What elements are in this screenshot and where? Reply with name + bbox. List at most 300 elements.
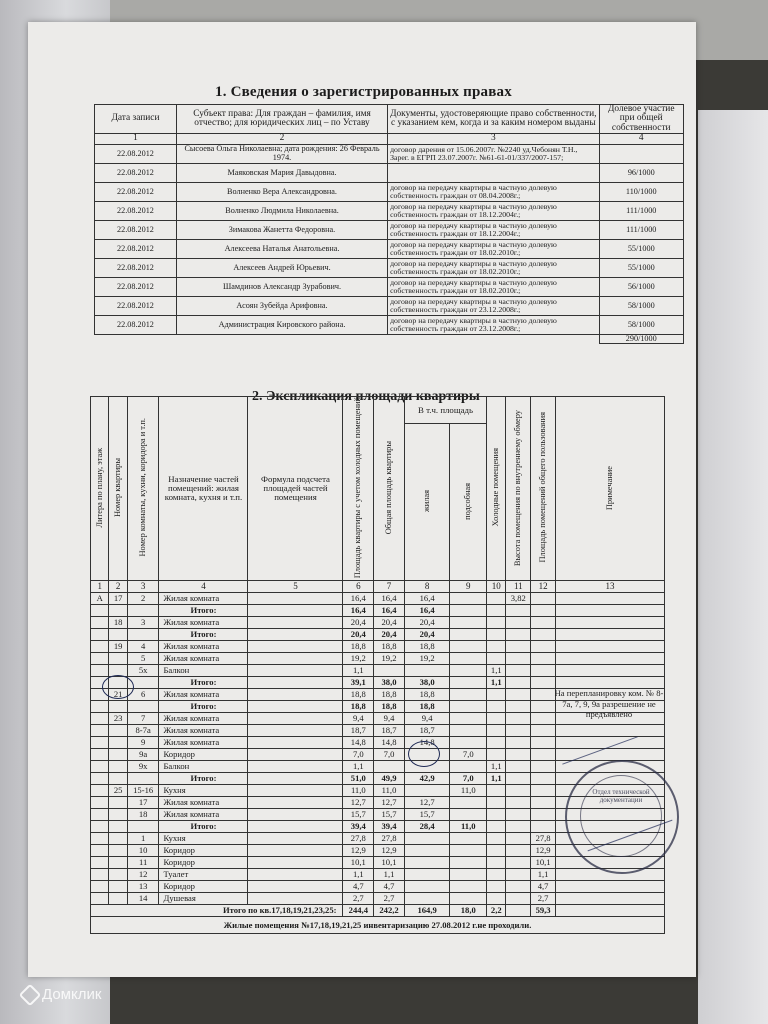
column-number: 4 — [159, 581, 248, 593]
cell-c10 — [487, 833, 506, 845]
cell-l — [91, 713, 109, 725]
cell-c11 — [506, 701, 531, 713]
room-name: Коридор — [159, 749, 248, 761]
cell-c6: 16,4 — [343, 605, 374, 617]
cell-c9 — [450, 653, 487, 665]
cell-c12 — [531, 641, 556, 653]
cell-f — [248, 821, 343, 833]
cell-c10 — [487, 653, 506, 665]
cell-c6: 1,1 — [343, 761, 374, 773]
cell-c11 — [506, 761, 531, 773]
row-subject: Алексеев Андрей Юрьевич. — [176, 258, 387, 277]
cell-l — [91, 737, 109, 749]
cell-c10 — [487, 785, 506, 797]
cell-r: 6 — [127, 689, 159, 701]
cell-c8: 12,7 — [404, 797, 450, 809]
subtotal-label: Итого: — [159, 773, 248, 785]
rights-row — [95, 315, 684, 334]
cell-c9: 11,0 — [450, 785, 487, 797]
rights-row — [95, 144, 684, 163]
rights-row — [95, 220, 684, 239]
explication-row — [91, 593, 665, 605]
cell-c8: 20,4 — [404, 617, 450, 629]
cell-c6: 9,4 — [343, 713, 374, 725]
cell-c9 — [450, 893, 487, 905]
room-name: Коридор — [159, 845, 248, 857]
cell-c11 — [506, 893, 531, 905]
cell-a: 19 — [109, 641, 127, 653]
cell-c8: 14,8 — [404, 737, 450, 749]
header-formula: Формула подсчета площадей частей помещения — [248, 397, 343, 581]
explication-row — [91, 629, 665, 641]
room-name: Жилая комната — [159, 617, 248, 629]
cell-c10 — [487, 701, 506, 713]
cell-a: 17 — [109, 593, 127, 605]
cell-c11 — [506, 725, 531, 737]
cell-c8: 38,0 — [404, 677, 450, 689]
cell-c6: 51,0 — [343, 773, 374, 785]
row-document: договор на передачу квартиры в частную долевую собственность граждан от 23.12.2008г.; — [388, 296, 599, 315]
cell-c9 — [450, 689, 487, 701]
rights-table — [94, 104, 684, 344]
cell-c6: 20,4 — [343, 617, 374, 629]
cell-c10 — [487, 881, 506, 893]
explication-row — [91, 761, 665, 773]
cell-c11 — [506, 641, 531, 653]
row-date: 22.08.2012 — [95, 296, 177, 315]
cell-f — [248, 641, 343, 653]
header-liter: Литера по плану, этаж — [91, 397, 109, 581]
cell-c10 — [487, 809, 506, 821]
total-c10: 2,2 — [487, 905, 506, 917]
cell-l — [91, 761, 109, 773]
cell-l — [91, 785, 109, 797]
cell-c10: 1,1 — [487, 677, 506, 689]
cell-a: 18 — [109, 617, 127, 629]
total-c8: 164,9 — [404, 905, 450, 917]
cell-c12: 2,7 — [531, 893, 556, 905]
cell-c7: 16,4 — [374, 605, 405, 617]
cell-c6: 39,1 — [343, 677, 374, 689]
header-height: Высота помещения по внутреннему обмеру — [506, 397, 531, 581]
row-date: 22.08.2012 — [95, 239, 177, 258]
cell-c12 — [531, 821, 556, 833]
row-share: 111/1000 — [599, 220, 684, 239]
cell-f — [248, 845, 343, 857]
cell-r: 15-16 — [127, 785, 159, 797]
cell-c11 — [506, 689, 531, 701]
row-subject: Сысоева Ольга Николаевна; дата рождения: 26 Февраль 1974. — [176, 144, 387, 163]
cell-f — [248, 881, 343, 893]
cell-c11 — [506, 881, 531, 893]
row-subject: Зимакова Жанетта Федоровна. — [176, 220, 387, 239]
background-right-sleeve — [698, 110, 768, 1024]
cell-c7: 38,0 — [374, 677, 405, 689]
cell-c12 — [531, 629, 556, 641]
cell-c8 — [404, 881, 450, 893]
cell-r — [127, 773, 159, 785]
cell-a — [109, 893, 127, 905]
cell-c10 — [487, 725, 506, 737]
row-date: 22.08.2012 — [95, 163, 177, 182]
explication-row — [91, 617, 665, 629]
cell-c8: 18,7 — [404, 725, 450, 737]
explication-row — [91, 869, 665, 881]
cell-c10 — [487, 605, 506, 617]
subtotal-label: Итого: — [159, 701, 248, 713]
cell-c10 — [487, 689, 506, 701]
row-document: договор на передачу квартиры в частную долевую собственность граждан от 18.02.2010г.; — [388, 277, 599, 296]
cell-c9 — [450, 605, 487, 617]
cell-c12 — [531, 773, 556, 785]
header-num: 2 — [176, 134, 387, 144]
explication-row — [91, 893, 665, 905]
cell-f — [248, 713, 343, 725]
cell-r: 13 — [127, 881, 159, 893]
cell-c6: 27,8 — [343, 833, 374, 845]
cell-r: 7 — [127, 713, 159, 725]
cell-c11 — [506, 713, 531, 725]
domclick-logo-icon — [19, 983, 42, 1006]
cell-a — [109, 725, 127, 737]
cell-c6: 12,7 — [343, 797, 374, 809]
cell-r: 17 — [127, 797, 159, 809]
cell-c6: 4,7 — [343, 881, 374, 893]
header-incl: В т.ч. площадь — [404, 397, 486, 424]
rights-row — [95, 258, 684, 277]
cell-c7: 20,4 — [374, 629, 405, 641]
cell-c9 — [450, 869, 487, 881]
total-c12: 59,3 — [531, 905, 556, 917]
cell-c6: 2,7 — [343, 893, 374, 905]
cell-c7: 18,8 — [374, 701, 405, 713]
cell-f — [248, 797, 343, 809]
row-subject: Шамдинов Александр Зурабович. — [176, 277, 387, 296]
explication-row — [91, 605, 665, 617]
row-share — [599, 144, 684, 163]
cell-note — [556, 881, 665, 893]
cell-c9 — [450, 881, 487, 893]
room-name: Балкон — [159, 761, 248, 773]
row-document: договор дарения от 15.06.2007г. №2240 уд.Чебонян Т.Н., Зарег. в ЕГРП 23.07.2007г. №61-61-01/337/2007-157; — [388, 144, 599, 163]
cell-a — [109, 653, 127, 665]
row-share: 110/1000 — [599, 182, 684, 201]
cell-c7: 2,7 — [374, 893, 405, 905]
cell-c10 — [487, 749, 506, 761]
column-number: 10 — [487, 581, 506, 593]
cell-c8: 18,8 — [404, 701, 450, 713]
column-number: 13 — [556, 581, 665, 593]
total-label: Итого по кв.17,18,19,21,23,25: — [91, 905, 343, 917]
cell-r: 3 — [127, 617, 159, 629]
handwritten-circle — [102, 675, 134, 699]
cell-c9 — [450, 677, 487, 689]
subtotal-label: Итого: — [159, 629, 248, 641]
room-name: Жилая комната — [159, 593, 248, 605]
cell-f — [248, 701, 343, 713]
cell-f — [248, 857, 343, 869]
cell-c11 — [506, 677, 531, 689]
cell-c6: 19,2 — [343, 653, 374, 665]
cell-c8: 16,4 — [404, 605, 450, 617]
cell-c6: 1,1 — [343, 869, 374, 881]
column-number: 5 — [248, 581, 343, 593]
cell-f — [248, 869, 343, 881]
cell-c12 — [531, 761, 556, 773]
cell-c12 — [531, 665, 556, 677]
footer-note: Жилые помещения №17,18,19,21,25 инвентаризацию 27.08.2012 г.не проходили. — [91, 917, 665, 934]
row-share: 58/1000 — [599, 296, 684, 315]
cell-c10 — [487, 593, 506, 605]
cell-c7: 7,0 — [374, 749, 405, 761]
cell-l — [91, 701, 109, 713]
cell-l — [91, 653, 109, 665]
cell-c11 — [506, 833, 531, 845]
cell-c7: 11,0 — [374, 785, 405, 797]
cell-c9 — [450, 737, 487, 749]
column-number: 7 — [374, 581, 405, 593]
cell-c12: 10,1 — [531, 857, 556, 869]
row-date: 22.08.2012 — [95, 315, 177, 334]
cell-l — [91, 833, 109, 845]
cell-c7: 14,8 — [374, 737, 405, 749]
row-date: 22.08.2012 — [95, 182, 177, 201]
cell-note — [556, 653, 665, 665]
cell-a — [109, 881, 127, 893]
column-number: 11 — [506, 581, 531, 593]
cell-a — [109, 605, 127, 617]
row-subject: Маяковская Мария Давыдовна. — [176, 163, 387, 182]
cell-c12 — [531, 785, 556, 797]
cell-note — [556, 665, 665, 677]
row-share: 111/1000 — [599, 201, 684, 220]
cell-c6: 18,8 — [343, 701, 374, 713]
subtotal-label: Итого: — [159, 677, 248, 689]
cell-f — [248, 761, 343, 773]
cell-a — [109, 869, 127, 881]
cell-c10 — [487, 869, 506, 881]
cell-c6: 18,7 — [343, 725, 374, 737]
total-c6: 244,4 — [343, 905, 374, 917]
cell-note — [556, 641, 665, 653]
cell-f — [248, 773, 343, 785]
cell-c6: 18,8 — [343, 689, 374, 701]
explication-row — [91, 641, 665, 653]
cell-r: 14 — [127, 893, 159, 905]
row-share: 96/1000 — [599, 163, 684, 182]
cell-c12 — [531, 725, 556, 737]
room-name: Кухня — [159, 833, 248, 845]
cell-f — [248, 629, 343, 641]
cell-l — [91, 809, 109, 821]
cell-l — [91, 605, 109, 617]
cell-c6: 12,9 — [343, 845, 374, 857]
cell-c7: 10,1 — [374, 857, 405, 869]
room-name: Коридор — [159, 881, 248, 893]
row-share: 55/1000 — [599, 258, 684, 277]
cell-c11 — [506, 653, 531, 665]
cell-c6: 39,4 — [343, 821, 374, 833]
cell-c9 — [450, 725, 487, 737]
header-aux: подсобная — [450, 424, 487, 581]
explication-row — [91, 857, 665, 869]
cell-c7: 9,4 — [374, 713, 405, 725]
cell-c12: 1,1 — [531, 869, 556, 881]
cell-c7: 19,2 — [374, 653, 405, 665]
cell-c8: 42,9 — [404, 773, 450, 785]
room-name: Жилая комната — [159, 725, 248, 737]
row-document — [388, 163, 599, 182]
explication-row — [91, 725, 665, 737]
cell-l — [91, 893, 109, 905]
cell-f — [248, 653, 343, 665]
cell-l — [91, 641, 109, 653]
cell-a — [109, 857, 127, 869]
cell-c12: 12,9 — [531, 845, 556, 857]
cell-c10: 1,1 — [487, 761, 506, 773]
row-document: договор на передачу квартиры в частную долевую собственность граждан от 23.12.2008г.; — [388, 315, 599, 334]
row-subject: Асоян Зубейда Арифовна. — [176, 296, 387, 315]
header-room: Номер комнаты, кухни, коридора и т.п. — [127, 397, 159, 581]
cell-f — [248, 593, 343, 605]
header-living: жилая — [404, 424, 450, 581]
header-apt: Номер квартиры — [109, 397, 127, 581]
column-number: 3 — [127, 581, 159, 593]
cell-c8: 20,4 — [404, 629, 450, 641]
cell-f — [248, 749, 343, 761]
cell-c8 — [404, 785, 450, 797]
cell-note — [556, 725, 665, 737]
cell-f — [248, 617, 343, 629]
cell-c8 — [404, 833, 450, 845]
cell-c12 — [531, 617, 556, 629]
cell-l — [91, 869, 109, 881]
cell-c11 — [506, 797, 531, 809]
cell-c8: 18,8 — [404, 641, 450, 653]
cell-c12 — [531, 677, 556, 689]
row-document: договор на передачу квартиры в частную долевую собственность граждан от 18.12.2004г.; — [388, 220, 599, 239]
cell-c10 — [487, 893, 506, 905]
room-name: Душевая — [159, 893, 248, 905]
cell-a — [109, 833, 127, 845]
cell-c6: 10,1 — [343, 857, 374, 869]
header-subject: Субъект права: Для граждан – фамилия, имя отчество; для юридических лиц – по Уставу — [176, 105, 387, 134]
header-share: Долевое участие при общей собственности — [599, 105, 684, 134]
cell-r: 9х — [127, 761, 159, 773]
rights-row — [95, 296, 684, 315]
cell-c11 — [506, 617, 531, 629]
cell-c6: 1,1 — [343, 665, 374, 677]
cell-r: 5 — [127, 653, 159, 665]
explication-row — [91, 881, 665, 893]
watermark — [22, 986, 101, 1003]
cell-c12 — [531, 809, 556, 821]
row-date: 22.08.2012 — [95, 258, 177, 277]
cell-c7: 1,1 — [374, 869, 405, 881]
cell-note — [556, 605, 665, 617]
row-document: договор на передачу квартиры в частную долевую собственность граждан от 18.02.2010г.; — [388, 258, 599, 277]
total-c7: 242,2 — [374, 905, 405, 917]
cell-c10 — [487, 713, 506, 725]
stamp-text: Отдел технической документации — [592, 788, 650, 805]
cell-c10 — [487, 857, 506, 869]
cell-f — [248, 833, 343, 845]
cell-f — [248, 737, 343, 749]
row-share: 56/1000 — [599, 277, 684, 296]
room-name: Жилая комната — [159, 797, 248, 809]
section2-title: 2. Экспликация площади квартиры — [252, 389, 480, 404]
section1-title: 1. Сведения о зарегистрированных правах — [215, 84, 512, 100]
cell-c9 — [450, 701, 487, 713]
cell-l — [91, 617, 109, 629]
cell-r: 5х — [127, 665, 159, 677]
cell-c8: 9,4 — [404, 713, 450, 725]
row-subject: Волненко Людмила Николаевна. — [176, 201, 387, 220]
cell-f — [248, 809, 343, 821]
cell-c8 — [404, 857, 450, 869]
explication-row — [91, 665, 665, 677]
cell-c7 — [374, 665, 405, 677]
cell-c10: 1,1 — [487, 773, 506, 785]
cell-l — [91, 749, 109, 761]
cell-f — [248, 605, 343, 617]
cell-c8: 28,4 — [404, 821, 450, 833]
cell-l — [91, 857, 109, 869]
cell-c9 — [450, 593, 487, 605]
cell-note — [556, 617, 665, 629]
column-number: 2 — [109, 581, 127, 593]
rights-row — [95, 239, 684, 258]
room-name: Туалет — [159, 869, 248, 881]
room-name: Жилая комната — [159, 689, 248, 701]
cell-c12 — [531, 593, 556, 605]
total-share: 290/1000 — [599, 334, 684, 343]
header-cold: Холодные помещения — [487, 397, 506, 581]
cell-r: 9а — [127, 749, 159, 761]
cell-f — [248, 689, 343, 701]
cell-a: 21 — [109, 689, 127, 701]
cell-c9 — [450, 617, 487, 629]
room-name: Жилая комната — [159, 713, 248, 725]
cell-r: 12 — [127, 869, 159, 881]
cell-c10 — [487, 821, 506, 833]
header-num: 1 — [95, 134, 177, 144]
room-name: Жилая комната — [159, 641, 248, 653]
cell-c7: 16,4 — [374, 593, 405, 605]
cell-a — [109, 749, 127, 761]
explication-row — [91, 653, 665, 665]
header-num: 3 — [388, 134, 599, 144]
cell-l — [91, 773, 109, 785]
cell-a — [109, 761, 127, 773]
cell-r — [127, 701, 159, 713]
cell-c12 — [531, 653, 556, 665]
cell-c7: 18,8 — [374, 641, 405, 653]
cell-c8 — [404, 845, 450, 857]
room-name: Жилая комната — [159, 653, 248, 665]
cell-c9 — [450, 641, 487, 653]
cell-c7: 18,7 — [374, 725, 405, 737]
row-share: 58/1000 — [599, 315, 684, 334]
cell-c12 — [531, 737, 556, 749]
cell-note — [556, 629, 665, 641]
cell-l: А — [91, 593, 109, 605]
cell-c11 — [506, 629, 531, 641]
cell-c11 — [506, 749, 531, 761]
header-area-total: Общая площадь квартиры — [374, 397, 405, 581]
cell-note — [556, 593, 665, 605]
cell-r: 1 — [127, 833, 159, 845]
